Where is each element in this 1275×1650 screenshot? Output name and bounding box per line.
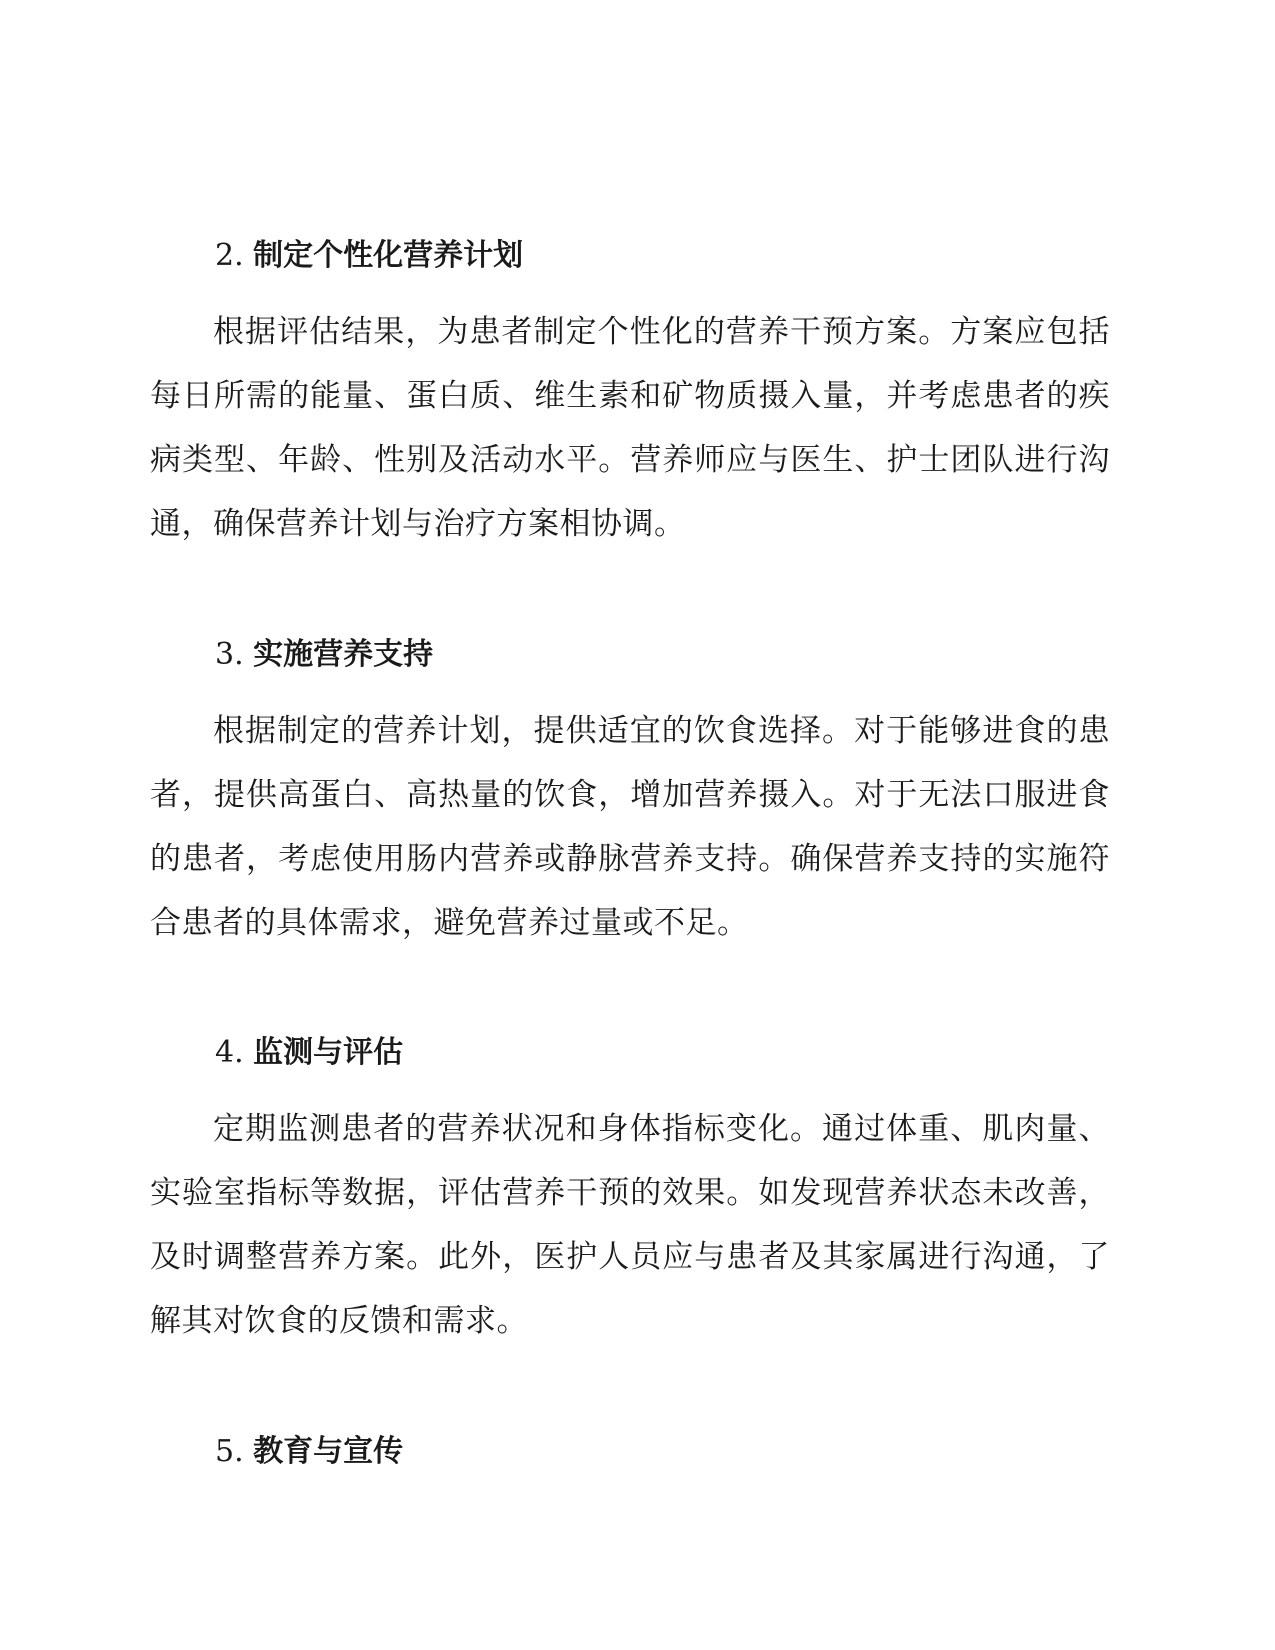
section-paragraph: 根据制定的营养计划，提供适宜的饮食选择。对于能够进食的患者，提供高蛋白、高热量的饮食，增加营养摄入。对于无法口服进食的患者，考虑使用肠内营养或静脉营养支持。确保营养支持的实施符合患者的具体需求，避免营养过量或不足。 <box>150 713 1110 941</box>
section-paragraph: 根据评估结果，为患者制定个性化的营养干预方案。方案应包括每日所需的能量、蛋白质、维生素和矿物质摄入量，并考虑患者的疾病类型、年龄、性别及活动水平。营养师应与医生、护士团队进行沟通，确保营养计划与治疗方案相协调。 <box>150 314 1110 542</box>
section-heading <box>150 1033 1110 1073</box>
section-number: 3. <box>215 637 244 672</box>
section-number: 4. <box>215 1035 244 1070</box>
section-heading <box>150 635 1110 675</box>
section-title: 实施营养支持 <box>253 637 434 672</box>
section-heading <box>150 236 1110 276</box>
section-personalized-nutrition-plan <box>150 236 1110 556</box>
section-title: 教育与宣传 <box>253 1434 404 1469</box>
section-monitoring-evaluation <box>150 1033 1110 1353</box>
section-title: 监测与评估 <box>253 1035 404 1070</box>
section-education-promotion <box>150 1432 1110 1472</box>
section-title: 制定个性化营养计划 <box>253 238 524 273</box>
section-number: 2. <box>215 238 244 273</box>
section-number: 5. <box>215 1434 244 1469</box>
section-nutrition-support <box>150 635 1110 955</box>
section-heading <box>150 1432 1110 1472</box>
section-paragraph: 定期监测患者的营养状况和身体指标变化。通过体重、肌肉量、实验室指标等数据，评估营养干预的效果。如发现营养状态未改善，及时调整营养方案。此外，医护人员应与患者及其家属进行沟通，了解其对饮食的反馈和需求。 <box>150 1111 1110 1339</box>
